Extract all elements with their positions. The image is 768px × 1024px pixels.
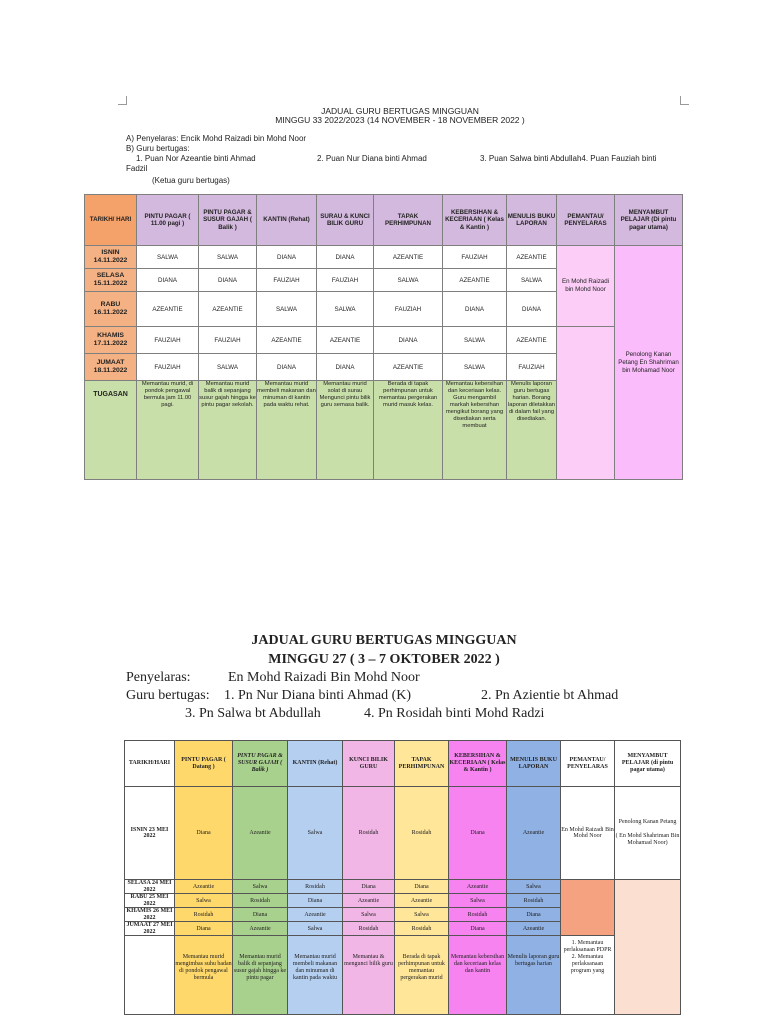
doc2-guru-label: Guru bertugas: [126, 688, 210, 703]
tugasan-cell: Menulis laporan guru bertugas harian [507, 936, 561, 1015]
table-row [85, 246, 683, 269]
header-kebersihan: KEBERSIHAN & KECERIAAN ( Kelas & Kantin ) [443, 195, 507, 246]
table-cell: DIANA [374, 327, 443, 354]
pemantau-cell: En Mohd Raizadi Bin Mohd Noor [561, 787, 615, 880]
table-cell: SALWA [374, 269, 443, 292]
table-cell: Salwa [288, 922, 343, 936]
doc1-guru-label: B) Guru bertugas: [126, 144, 190, 153]
table-cell: AZEANTIE [374, 354, 443, 381]
menyambut-cell: Penolong Kanan Petang En Shahriman bin Mohamad Noor [615, 246, 683, 480]
table-cell: Diana [449, 787, 507, 880]
day-cell: JUMAAT 27 MEI 2022 [126, 922, 173, 935]
header-pemantau: PEMANTAU/ PENYELARAS [557, 195, 615, 246]
doc2-penyelaras: En Mohd Raizadi Bin Mohd Noor [228, 670, 420, 685]
table-cell: SALWA [507, 269, 557, 292]
table-cell: AZEANTIE [507, 246, 557, 269]
tugasan-cell: Memantau murid balik di sepanjang susur gajah hingga ke pintu pagar [233, 936, 288, 1015]
day-cell: SELASA 24 MEI 2022 [125, 880, 175, 894]
tugasan-cell: Memantau kebersihan dan keceriaan kelas. Guru mengambil markah kebersihan mengikut borang yang disediakan serta membuat [443, 381, 507, 480]
table-cell: FAUZIAH [199, 327, 257, 354]
table-cell: Rosidah [175, 908, 233, 922]
table-cell: DIANA [317, 246, 374, 269]
table-cell: SALWA [443, 354, 507, 381]
pemantau-cell: En Mohd Raizadi bin Mohd Noor [557, 246, 615, 327]
tugasan-label: TUGASAN [85, 381, 137, 480]
table-cell: Salwa [395, 908, 449, 922]
header-tapak: TAPAK PERHIMPUNAN [395, 741, 449, 787]
table-cell: Rosidah [233, 894, 288, 908]
table-cell: SALWA [199, 354, 257, 381]
day-cell: KHAMIS 26 MEI 2022 [126, 908, 173, 921]
header-susur-gajah: PINTU PAGAR & SUSUR GAJAH ( Balik ) [233, 741, 288, 787]
doc2-penyelaras-label: Penyelaras: [126, 670, 191, 685]
table-row [125, 787, 681, 880]
doc1-guru-2: 2. Puan Nur Diana binti Ahmad [317, 154, 427, 163]
table-row [85, 327, 683, 354]
doc2-subtitle: MINGGU 27 ( 3 – 7 OKTOBER 2022 ) [268, 652, 500, 667]
table-cell: DIANA [257, 246, 317, 269]
table-cell: SALWA [199, 246, 257, 269]
page-corner-mark [118, 96, 127, 105]
table-cell: Azeantie [175, 880, 233, 894]
day-cell: RABU 16.11.2022 [85, 292, 137, 327]
menyambut-cell [615, 787, 681, 880]
table-cell: SALWA [443, 327, 507, 354]
day-cell: ISNIN 14.11.2022 [85, 246, 137, 269]
table-cell: Rosidah [449, 908, 507, 922]
header-pintu-pagar: PINTU PAGAR ( 11.00 pagi ) [137, 195, 199, 246]
day-cell: KHAMIS 17.11.2022 [85, 327, 137, 354]
table-cell: AZEANTIE [257, 327, 317, 354]
table-cell: Azeantie [233, 787, 288, 880]
header-tarikh: TARIKH/ HARI [85, 195, 137, 246]
menyambut-line-1: Penolong Kanan Petang [618, 819, 677, 825]
table-cell: Azeantie [507, 922, 561, 936]
table-cell: FAUZIAH [317, 269, 374, 292]
table-cell: Salwa [175, 894, 233, 908]
table-cell: FAUZIAH [374, 292, 443, 327]
table-cell: Salwa [343, 908, 395, 922]
doc1-guru-3: 3. Puan Salwa binti Abdullah4. Puan Fauziah binti [480, 154, 657, 163]
header-pemantau: PEMANTAU/ PENYELARAS [561, 741, 615, 787]
tugasan-cell: Memantau kebersihan dan keceriaan kelas dan kantin [449, 936, 507, 1015]
doc2-guru-4: 4. Pn Rosidah binti Mohd Radzi [364, 706, 545, 721]
table-cell: FAUZIAH [257, 269, 317, 292]
table-cell: Diana [175, 787, 233, 880]
menyambut-line-2: ( En Mohd Shahriman Bin Mohamad Noor) [615, 833, 680, 846]
table-cell: Diana [343, 880, 395, 894]
table-cell: Diana [449, 922, 507, 936]
header-pintu-pagar: PINTU PAGAR ( Datang ) [175, 741, 233, 787]
table-cell: Rosidah [288, 880, 343, 894]
doc2-guru-2: 2. Pn Azientie bt Ahmad [481, 688, 619, 703]
table-cell: DIANA [137, 269, 199, 292]
table-cell: Azeantie [233, 922, 288, 936]
doc1-subtitle: MINGGU 33 2022/2023 (14 NOVEMBER - 18 NOVEMBER 2022 ) [275, 115, 525, 125]
table-row [125, 880, 681, 894]
table-cell: Azeantie [288, 908, 343, 922]
day-cell: JUMAAT 18.11.2022 [85, 354, 137, 381]
header-kantin: KANTIN (Rehat) [288, 741, 343, 787]
doc1-guru-1: 1. Puan Nor Azeantie binti Ahmad [136, 154, 256, 163]
doc1-title: JADUAL GURU BERTUGAS MINGGUAN [321, 106, 479, 116]
tugasan-cell: Memantau murid membeli makanan dan minuman di kantin pada waktu [288, 936, 343, 1015]
tugasan-row [125, 936, 681, 1015]
doc2-guru-1: 1. Pn Nur Diana binti Ahmad (K) [224, 688, 412, 703]
table-cell: AZEANTIE [199, 292, 257, 327]
table-cell: FAUZIAH [137, 354, 199, 381]
table-cell: AZEANTIE [137, 292, 199, 327]
table-cell: Rosidah [395, 922, 449, 936]
tugasan-blank [125, 936, 175, 1015]
doc1-guru-line2: Fadzil [126, 164, 148, 173]
table-cell: Rosidah [343, 787, 395, 880]
table-header-row [85, 195, 683, 246]
table-cell: Diana [288, 894, 343, 908]
header-kantin: KANTIN (Rehat) [257, 195, 317, 246]
table-cell: Azeantie [343, 894, 395, 908]
header-kebersihan: KEBERSIHAN & KECERIAAN ( Kelas & Kantin ) [449, 741, 507, 787]
header-susur-gajah: PINTU PAGAR & SUSUR GAJAH ( Balik ) [199, 195, 257, 246]
table-cell: DIANA [443, 292, 507, 327]
table-cell: AZEANTIE [374, 246, 443, 269]
page-corner-mark [680, 96, 689, 105]
tugasan-cell: Memantau & mengunci bilik guru [343, 936, 395, 1015]
table-cell: Azeantie [395, 894, 449, 908]
tugasan-cell: Memantau murid balik di sepanjang susur gajah hingga ke pintu pagar sekolah. [199, 381, 257, 480]
table-cell: Salwa [233, 880, 288, 894]
tugasan-cell: Memantau murid mengimbas suhu badan di pondok pengawal bermula [175, 936, 233, 1015]
menyambut-blank [615, 880, 681, 1015]
table-cell: Diana [233, 908, 288, 922]
table-cell: DIANA [199, 269, 257, 292]
table-cell: AZEANTIE [317, 327, 374, 354]
header-menyambut: MENYAMBUT PELAJAR (Di pintu pagar utama) [615, 195, 683, 246]
tugasan-cell: Berada di tapak perhimpunan untuk memantau pergerakan murid [395, 936, 449, 1015]
table-cell: Rosidah [343, 922, 395, 936]
doc2-duty-table [124, 740, 681, 1015]
doc2-guru-3: 3. Pn Salwa bt Abdullah [185, 706, 321, 721]
day-cell: ISNIN 23 MEI 2022 [125, 787, 175, 880]
table-cell: DIANA [317, 354, 374, 381]
tugasan-cell: Memantau murid, di pondok pengawal bermula jam 11.00 pagi. [137, 381, 199, 480]
day-cell: RABU 25 MEI 2022 [125, 894, 175, 908]
doc1-ketua: (Ketua guru bertugas) [152, 176, 230, 185]
tugasan-cell: Memantau murid membeli makanan dan minuman di kantin pada waktu rehat. [257, 381, 317, 480]
table-cell: Azeantie [507, 787, 561, 880]
table-cell: AZEANTIE [443, 269, 507, 292]
pemantau-blank [557, 327, 615, 480]
tugasan-cell: Berada di tapak perhimpunan untuk memantau pergerakan murid masuk kelas. [374, 381, 443, 480]
table-cell: DIANA [507, 292, 557, 327]
table-cell: Diana [395, 880, 449, 894]
doc2-title: JADUAL GURU BERTUGAS MINGGUAN [251, 633, 517, 648]
table-cell: Azeantie [449, 880, 507, 894]
header-surau: SURAU & KUNCI BILIK GURU [317, 195, 374, 246]
day-cell: SELASA 15.11.2022 [85, 269, 137, 292]
table-header-row [125, 741, 681, 787]
header-menulis: MENULIS BUKU LAPORAN [507, 741, 561, 787]
table-cell: Diana [175, 922, 233, 936]
table-cell: Diana [507, 908, 561, 922]
table-cell: SALWA [257, 292, 317, 327]
table-cell: Salwa [449, 894, 507, 908]
table-cell: SALWA [317, 292, 374, 327]
header-menyambut: MENYAMBUT PELAJAR (di pintu pagar utama) [615, 741, 681, 787]
header-menulis: MENULIS BUKU LAPORAN [507, 195, 557, 246]
tugasan-cell: Menulis laporan guru bertugas harian. Borang laporan diletakkan di dalam fail yang disediakan. [507, 381, 557, 480]
pemantau-blank [561, 880, 615, 936]
header-kunci: KUNCI BILIK GURU [343, 741, 395, 787]
table-cell: SALWA [137, 246, 199, 269]
table-cell: FAUZIAH [507, 354, 557, 381]
table-cell: FAUZIAH [137, 327, 199, 354]
table-cell: DIANA [257, 354, 317, 381]
header-tarikh: TARIKH/HARI [125, 741, 175, 787]
table-cell: Salwa [288, 787, 343, 880]
header-tapak: TAPAK PERHIMPUNAN [374, 195, 443, 246]
tugasan-cell: Memantau murid solat di surau Mengunci pintu bilik guru semasa balik. [317, 381, 374, 480]
doc1-duty-table [84, 194, 683, 480]
table-cell: FAUZIAH [443, 246, 507, 269]
table-cell: Salwa [507, 880, 561, 894]
doc1-penyelaras: A) Penyelaras: Encik Mohd Raizadi bin Mohd Noor [126, 134, 307, 143]
tugasan-cell: 1. Memantau perlaksanaan PDPR 2. Memantau perlaksanaan program yang [561, 936, 615, 1015]
table-cell: Rosidah [507, 894, 561, 908]
table-cell: Rosidah [395, 787, 449, 880]
table-cell: AZEANTIE [507, 327, 557, 354]
